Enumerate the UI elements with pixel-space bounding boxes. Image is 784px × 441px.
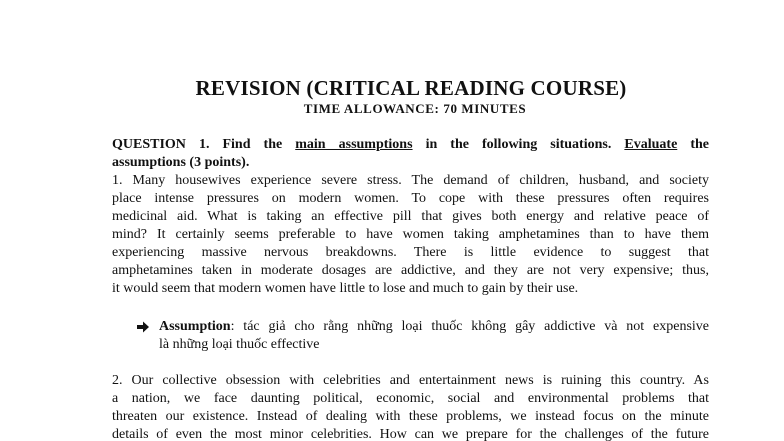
paragraph-line: details of even the most minor celebrities. How can we prepare for the challenges of the future <box>112 427 709 441</box>
paragraph-line: experiencing massive nervous breakdowns. There is little evidence to suggest that <box>112 245 709 260</box>
main-assumptions-underlined: main assumptions <box>295 137 413 152</box>
time-allowance: TIME ALLOWANCE: 70 MINUTES <box>303 101 527 116</box>
question-text-c: the <box>677 137 709 152</box>
paragraph-line: mind? It certainly seems preferable to have women taking amphetamines than to have them <box>112 227 709 242</box>
paragraph-line: it would seem that modern women have little to lose and much to gain by their use. <box>112 281 579 296</box>
paragraph-line: place intense pressures on modern women. To cope with these pressures often requires <box>112 191 709 206</box>
assumption-bullet <box>136 318 709 354</box>
evaluate-underlined: Evaluate <box>624 137 678 152</box>
assumption-label: Assumption <box>159 319 231 334</box>
question-text-a: Find the <box>209 137 296 152</box>
document-title: REVISION (CRITICAL READING COURSE) <box>195 76 627 100</box>
paragraph-line: a nation, we face daunting political, economic, social and environmental problems that <box>112 391 709 406</box>
paragraph-line: 2. Our collective obsession with celebrities and entertainment news is ruining this country. As <box>112 373 709 388</box>
situation-2-paragraph <box>112 372 709 441</box>
question-1-line-1 <box>112 136 709 154</box>
situation-1-paragraph <box>112 172 709 298</box>
assumption-line-2: là những loại thuốc effective <box>159 337 320 352</box>
paragraph-line: 1. Many housewives experience severe stress. The demand of children, husband, and society <box>112 173 709 188</box>
question-text-b: in the following situations. <box>412 137 625 152</box>
paragraph-line: amphetamines taken in moderate dosages are addictive, and they are not very expensive; thus, <box>112 263 709 278</box>
paragraph-line: medicinal aid. What is taking an effective pill that gives both energy and relative peace of <box>112 209 709 224</box>
right-arrow-icon <box>136 320 150 334</box>
question-label: QUESTION 1. <box>112 137 210 152</box>
assumption-line-1 <box>159 318 709 336</box>
assumption-text: : tác giả cho rằng những loại thuốc không gây addictive và not expensive <box>230 319 709 334</box>
question-1-line-2: assumptions (3 points). <box>112 155 250 170</box>
question-1-heading <box>112 136 709 172</box>
paragraph-line: threaten our existence. Instead of dealing with these problems, we instead focus on the minute <box>112 409 709 424</box>
